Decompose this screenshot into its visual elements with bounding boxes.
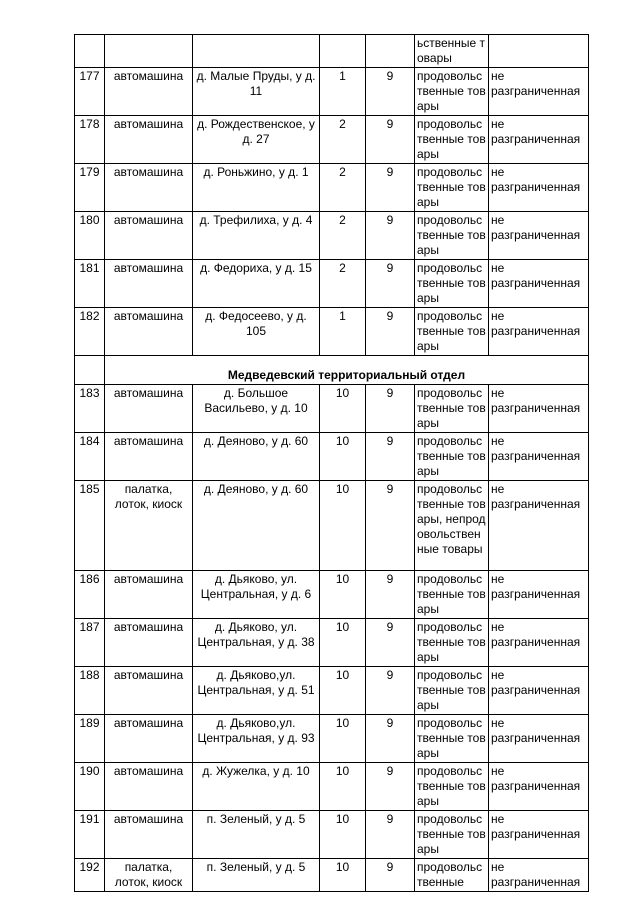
land-ownership-cell: не разграниченная — [489, 308, 589, 356]
address-cell: п. Зеленый, у д. 5 — [193, 811, 320, 859]
places-count-cell: 10 — [320, 811, 366, 859]
places-count-cell — [320, 35, 366, 68]
table-row — [75, 260, 589, 308]
goods-type-cell: продовольственные товары — [415, 571, 489, 619]
goods-type-cell: продовольственные товары — [415, 308, 489, 356]
row-number-cell — [75, 35, 105, 68]
address-cell: д. Дьяково, ул. Центральная, у д. 6 — [193, 571, 320, 619]
period-months-cell: 9 — [366, 385, 415, 433]
row-number-cell: 186 — [75, 571, 105, 619]
table-row — [75, 571, 589, 619]
goods-type-cell: продовольственные товары — [415, 68, 489, 116]
row-number-cell: 191 — [75, 811, 105, 859]
goods-type-cell: продовольственные товары — [415, 433, 489, 481]
period-months-cell: 9 — [366, 260, 415, 308]
row-number-cell: 187 — [75, 619, 105, 667]
vehicle-type-cell: автомашина — [105, 619, 193, 667]
vehicle-type-cell: автомашина — [105, 116, 193, 164]
vehicle-type-cell: автомашина — [105, 433, 193, 481]
goods-type-cell: продовольственные товары — [415, 260, 489, 308]
row-number-cell: 190 — [75, 763, 105, 811]
vehicle-type-cell: автомашина — [105, 715, 193, 763]
goods-type-cell: продовольственные — [415, 859, 489, 892]
land-ownership-cell: не разграниченная — [489, 859, 589, 892]
row-number-cell: 179 — [75, 164, 105, 212]
vehicle-type-cell: палатка, лоток, киоск — [105, 859, 193, 892]
places-count-cell: 10 — [320, 763, 366, 811]
goods-type-cell: продовольственные товары — [415, 667, 489, 715]
land-ownership-cell: не разграниченная — [489, 433, 589, 481]
land-ownership-cell: не разграниченная — [489, 667, 589, 715]
places-count-cell: 10 — [320, 571, 366, 619]
table-row — [75, 308, 589, 356]
row-number-cell: 189 — [75, 715, 105, 763]
places-count-cell: 10 — [320, 667, 366, 715]
row-number-cell: 183 — [75, 385, 105, 433]
table-row — [75, 481, 589, 571]
address-cell: д. Роньжино, у д. 1 — [193, 164, 320, 212]
land-ownership-cell: не разграниченная — [489, 116, 589, 164]
address-cell: д. Большое Васильево, у д. 10 — [193, 385, 320, 433]
vehicle-type-cell: автомашина — [105, 763, 193, 811]
places-count-cell: 10 — [320, 715, 366, 763]
vehicle-type-cell: автомашина — [105, 212, 193, 260]
table-row — [75, 619, 589, 667]
address-cell: д. Дьяково,ул. Центральная, у д. 93 — [193, 715, 320, 763]
places-count-cell: 2 — [320, 164, 366, 212]
section-title: Медведевский территориальный отдел — [105, 356, 589, 385]
address-cell: д. Федориха, у д. 15 — [193, 260, 320, 308]
row-number-cell: 181 — [75, 260, 105, 308]
goods-type-cell: продовольственные товары — [415, 715, 489, 763]
land-ownership-cell: не разграниченная — [489, 164, 589, 212]
address-cell: д. Дьяково,ул. Центральная, у д. 51 — [193, 667, 320, 715]
table-row — [75, 715, 589, 763]
section-header — [75, 356, 589, 385]
goods-type-cell: продовольственные товары — [415, 619, 489, 667]
places-count-cell: 10 — [320, 619, 366, 667]
places-count-cell: 2 — [320, 212, 366, 260]
vehicle-type-cell: автомашина — [105, 571, 193, 619]
table-row — [75, 763, 589, 811]
table-row — [75, 35, 589, 68]
table-row — [75, 164, 589, 212]
vehicle-type-cell: автомашина — [105, 667, 193, 715]
table-row — [75, 385, 589, 433]
places-count-cell: 10 — [320, 433, 366, 481]
row-number-cell: 192 — [75, 859, 105, 892]
land-ownership-cell: не разграниченная — [489, 715, 589, 763]
vehicle-type-cell: палатка, лоток, киоск — [105, 481, 193, 571]
land-ownership-cell — [489, 35, 589, 68]
table-row — [75, 116, 589, 164]
period-months-cell: 9 — [366, 763, 415, 811]
land-ownership-cell: не разграниченная — [489, 212, 589, 260]
vehicle-type-cell: автомашина — [105, 811, 193, 859]
period-months-cell: 9 — [366, 164, 415, 212]
address-cell: д. Дьяково, ул. Центральная, у д. 38 — [193, 619, 320, 667]
land-ownership-cell: не разграниченная — [489, 68, 589, 116]
goods-type-cell: продовольственные товары — [415, 811, 489, 859]
period-months-cell: 9 — [366, 116, 415, 164]
places-count-cell: 2 — [320, 260, 366, 308]
table-body-bottom — [75, 385, 589, 892]
period-months-cell: 9 — [366, 859, 415, 892]
goods-type-cell: продовольственные товары — [415, 164, 489, 212]
period-months-cell: 9 — [366, 481, 415, 571]
period-months-cell: 9 — [366, 308, 415, 356]
vehicle-type-cell: автомашина — [105, 164, 193, 212]
goods-type-cell: продовольственные товары — [415, 116, 489, 164]
address-cell — [193, 35, 320, 68]
address-cell: д. Деяново, у д. 60 — [193, 481, 320, 571]
period-months-cell: 9 — [366, 433, 415, 481]
address-cell: д. Рождественское, у д. 27 — [193, 116, 320, 164]
goods-type-cell: продовольственные товары, непродовольственные товары — [415, 481, 489, 571]
land-ownership-cell: не разграниченная — [489, 481, 589, 571]
places-count-cell: 1 — [320, 68, 366, 116]
table-row — [75, 811, 589, 859]
period-months-cell: 9 — [366, 619, 415, 667]
period-months-cell: 9 — [366, 811, 415, 859]
address-cell: д. Федосеево, у д. 105 — [193, 308, 320, 356]
period-months-cell — [366, 35, 415, 68]
places-count-cell: 1 — [320, 308, 366, 356]
row-number-cell: 178 — [75, 116, 105, 164]
goods-type-cell: ьственные товары — [415, 35, 489, 68]
period-months-cell: 9 — [366, 68, 415, 116]
address-cell: д. Деяново, у д. 60 — [193, 433, 320, 481]
vehicle-type-cell: автомашина — [105, 308, 193, 356]
table-row — [75, 212, 589, 260]
address-cell: д. Жужелка, у д. 10 — [193, 763, 320, 811]
land-ownership-cell: не разграниченная — [489, 811, 589, 859]
table-row — [75, 433, 589, 481]
land-ownership-cell: не разграниченная — [489, 385, 589, 433]
row-number-cell: 177 — [75, 68, 105, 116]
row-number-cell: 182 — [75, 308, 105, 356]
table-body-top — [75, 35, 589, 356]
vehicle-type-cell: автомашина — [105, 385, 193, 433]
vehicle-type-cell — [105, 35, 193, 68]
retail-places-table — [74, 34, 589, 892]
address-cell: п. Зеленый, у д. 5 — [193, 859, 320, 892]
land-ownership-cell: не разграниченная — [489, 763, 589, 811]
goods-type-cell: продовольственные товары — [415, 212, 489, 260]
row-number-cell: 184 — [75, 433, 105, 481]
period-months-cell: 9 — [366, 715, 415, 763]
goods-type-cell: продовольственные товары — [415, 385, 489, 433]
goods-type-cell: продовольственные товары — [415, 763, 489, 811]
row-number-cell: 188 — [75, 667, 105, 715]
land-ownership-cell: не разграниченная — [489, 571, 589, 619]
vehicle-type-cell: автомашина — [105, 68, 193, 116]
places-count-cell: 10 — [320, 481, 366, 571]
address-cell: д. Трефилиха, у д. 4 — [193, 212, 320, 260]
row-number-cell: 185 — [75, 481, 105, 571]
places-count-cell: 10 — [320, 859, 366, 892]
vehicle-type-cell: автомашина — [105, 260, 193, 308]
table-row — [75, 859, 589, 892]
period-months-cell: 9 — [366, 212, 415, 260]
land-ownership-cell: не разграниченная — [489, 619, 589, 667]
land-ownership-cell: не разграниченная — [489, 260, 589, 308]
period-months-cell: 9 — [366, 571, 415, 619]
places-count-cell: 10 — [320, 385, 366, 433]
period-months-cell: 9 — [366, 667, 415, 715]
address-cell: д. Малые Пруды, у д. 11 — [193, 68, 320, 116]
row-number-cell: 180 — [75, 212, 105, 260]
section-num-cell — [75, 356, 105, 385]
table-row — [75, 667, 589, 715]
table-row — [75, 68, 589, 116]
places-count-cell: 2 — [320, 116, 366, 164]
